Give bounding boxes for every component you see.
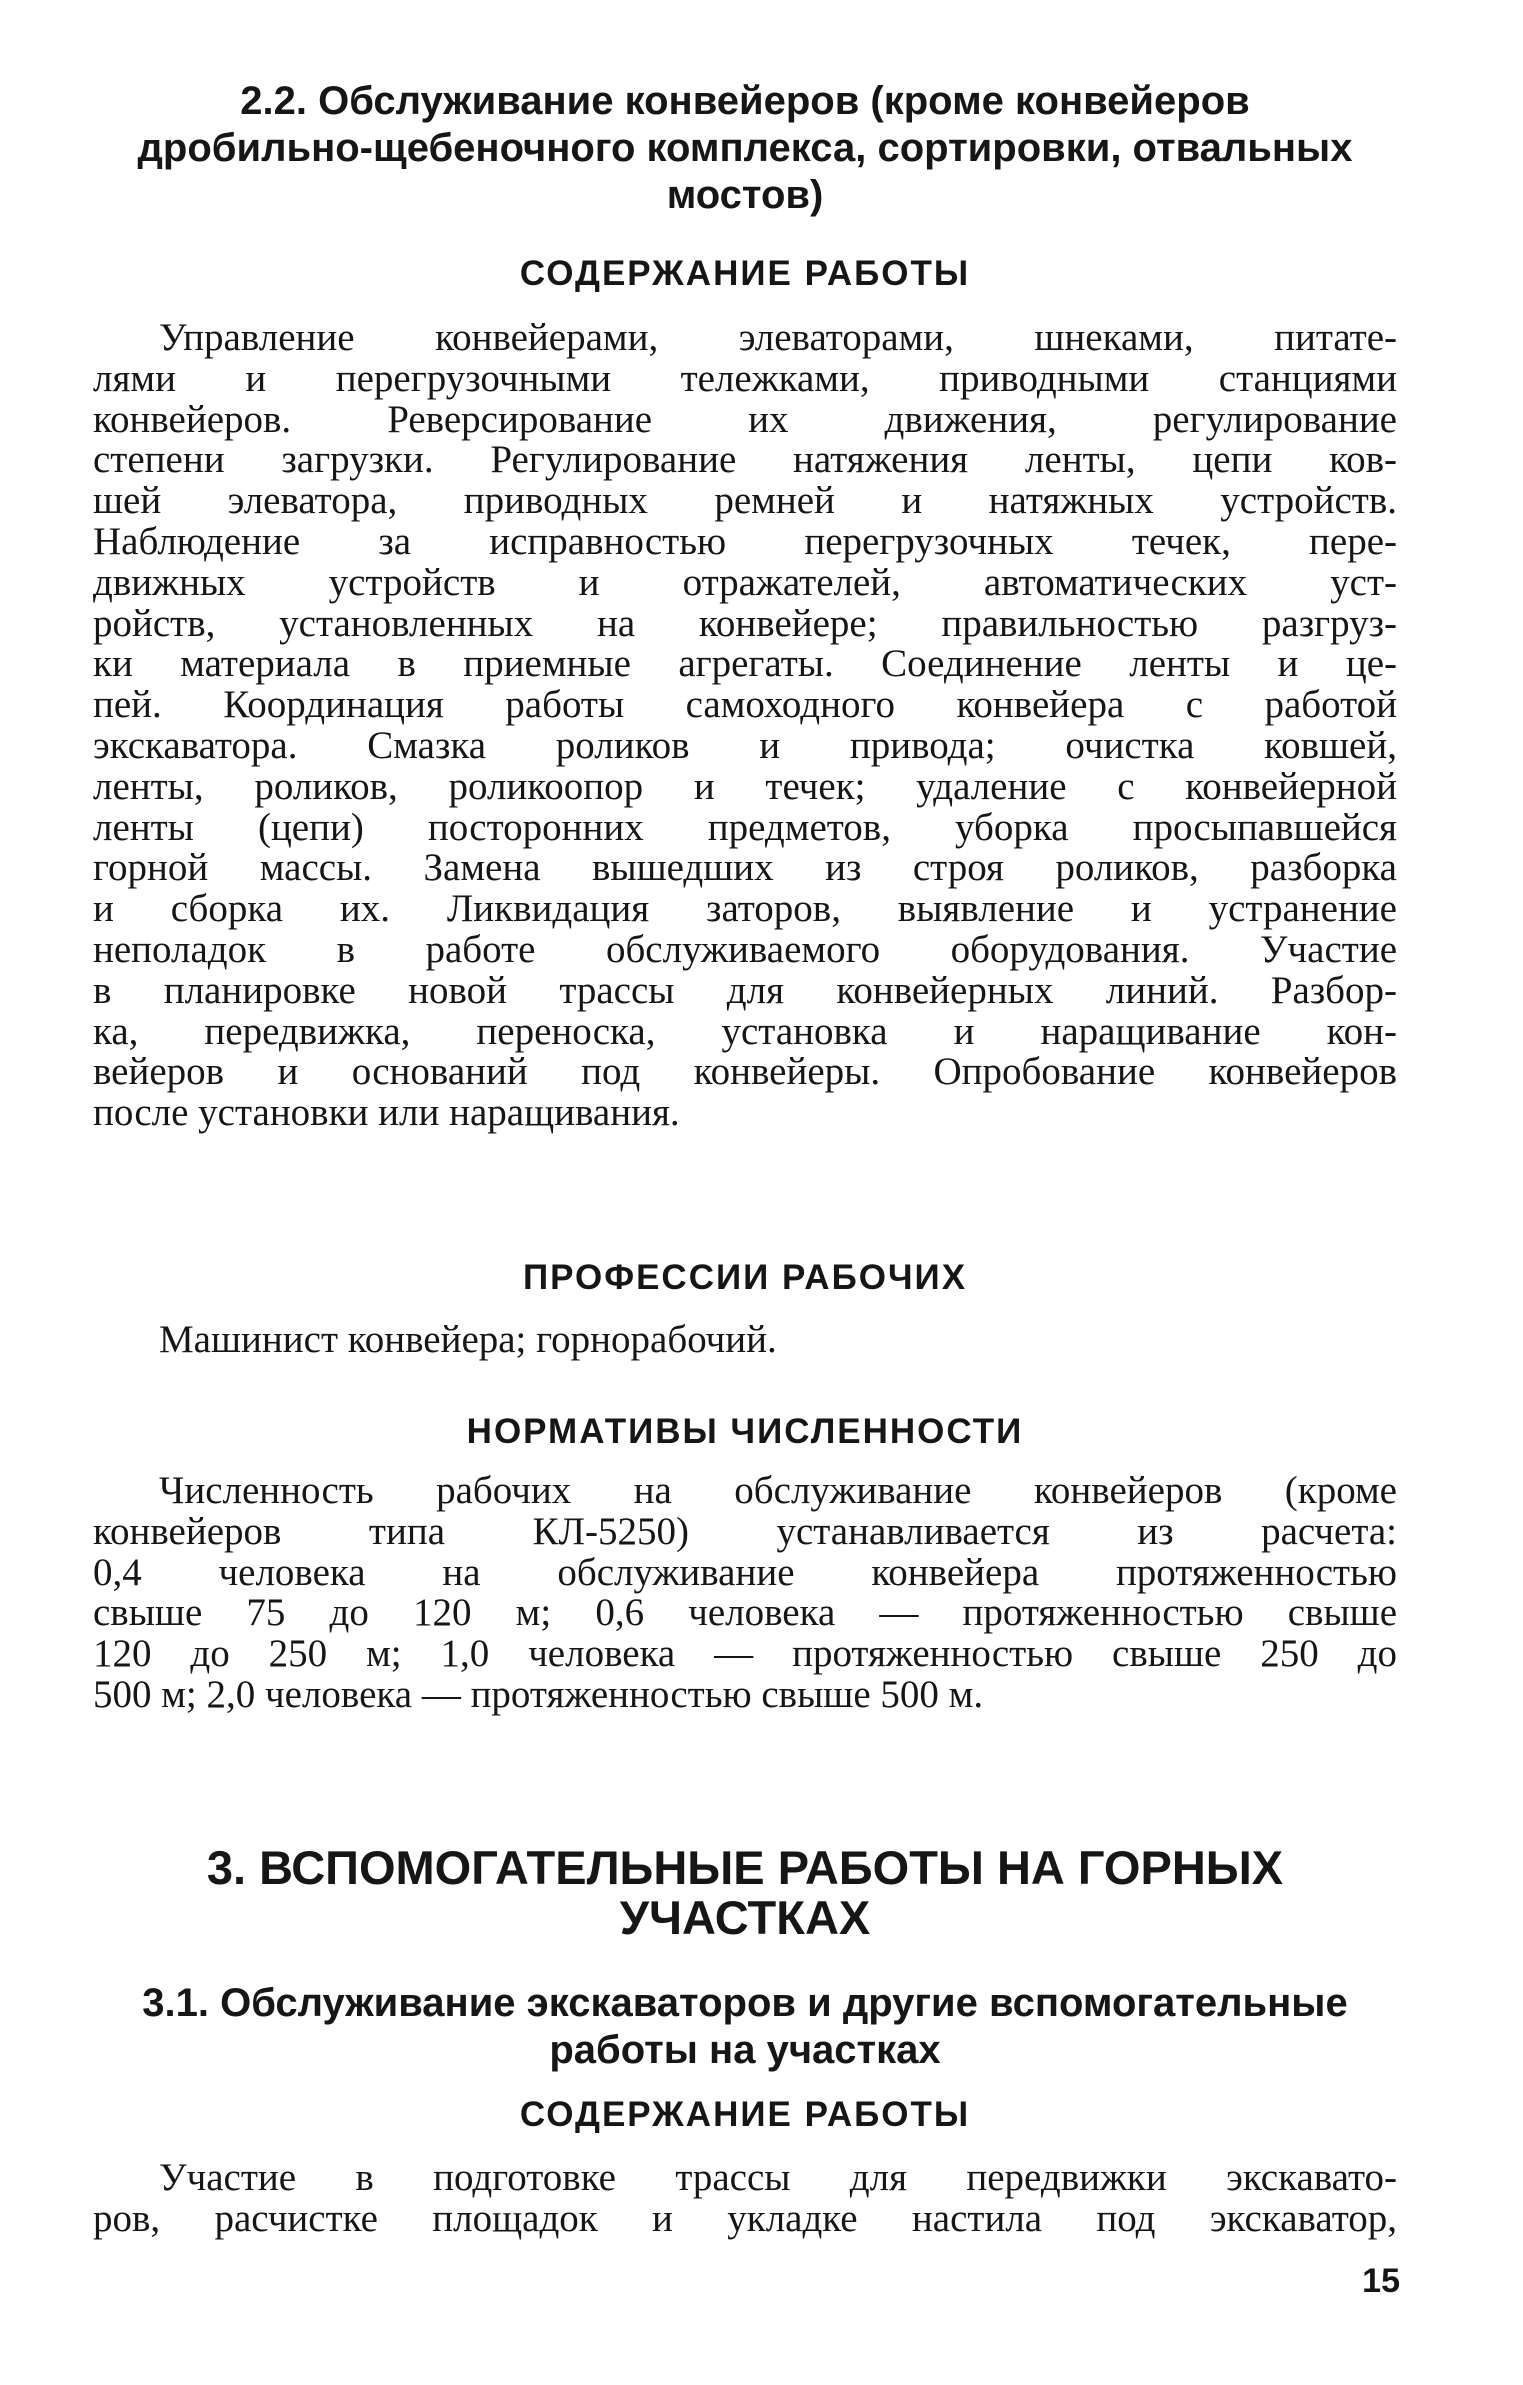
section-2-2-title-line: 2.2. Обслуживание конвейеров (кроме конвейеров [240,79,1250,123]
work-content-paragraph [93,318,1397,1134]
paragraph-line: ленты, роликов, роликоопор и течек; удаление с конвейерной [93,764,1397,808]
section-3-title-line: УЧАСТКАХ [619,1891,871,1944]
work-content-heading-3-1: СОДЕРЖАНИЕ РАБОТЫ [519,2095,971,2134]
paragraph-line: пей. Координация работы самоходного конвейера с работой [93,683,1397,727]
section-3-1-title-line: работы на участках [549,2028,941,2072]
paragraph-line: ленты (цепи) посторонних предметов, уборка просыпавшейся [93,805,1397,849]
paragraph-line: степени загрузки. Регулирование натяжения ленты, цепи ков- [93,438,1397,482]
paragraph-line: ки материала в приемные агрегаты. Соединение ленты и це- [93,642,1397,686]
paragraph-line: Численность рабочих на обслуживание конвейеров (кроме [159,1469,1397,1512]
paragraph-line: вейеров и оснований под конвейеры. Опробование конвейеров [93,1050,1397,1094]
section-3-1-title-line: 3.1. Обслуживание экскаваторов и другие вспомогательные [142,1981,1348,2025]
paragraph-line: экскаватора. Смазка роликов и привода; очистка ковшей, [93,723,1397,767]
work-content-heading: СОДЕРЖАНИЕ РАБОТЫ [519,254,971,293]
paragraph-line: горной массы. Замена вышедших из строя роликов, разборка [93,846,1397,890]
headcount-norms-paragraph [93,1471,1397,1716]
paragraph-line: Управление конвейерами, элеваторами, шнеками, питате- [159,316,1397,359]
section-2-2-title [93,78,1397,219]
section-2-2-title-line: дробильно-щебеночного комплекса, сортировки, отвальных [137,126,1353,170]
paragraph-line: Участие в подготовке трассы для передвижки экскавато- [159,2156,1397,2199]
paragraph-line: после установки или наращивания. [93,1091,680,1135]
paragraph-line: неполадок в работе обслуживаемого оборудования. Участие [93,927,1397,971]
paragraph-line: конвейеров типа КЛ-5250) устанавливается из расчета: [93,1509,1397,1553]
paragraph-line: Машинист конвейера; горнорабочий. [159,1318,777,1361]
work-content-paragraph-3-1 [93,2158,1397,2240]
professions-paragraph [93,1320,1397,1361]
headcount-norms-heading: НОРМАТИВЫ ЧИСЛЕННОСТИ [466,1412,1024,1451]
paragraph-line: 120 до 250 м; 1,0 человека — протяженностью свыше 250 до [93,1632,1397,1676]
section-3-title-line: 3. ВСПОМОГАТЕЛЬНЫЕ РАБОТЫ НА ГОРНЫХ [206,1841,1284,1894]
professions-heading: ПРОФЕССИИ РАБОЧИХ [522,1258,968,1297]
paragraph-line: ройств, установленных на конвейере; правильностью разгруз- [93,601,1397,645]
paragraph-line: ка, передвижка, переноска, установка и наращивание кон- [93,1009,1397,1053]
paragraph-line: в планировке новой трассы для конвейерных линий. Разбор- [93,968,1397,1012]
page-number: 15 [1362,2262,1400,2300]
section-3-1-title [93,1980,1397,2074]
paragraph-line: Наблюдение за исправностью перегрузочных течек, пере- [93,519,1397,563]
paragraph-line: и сборка их. Ликвидация заторов, выявление и устранение [93,887,1397,931]
section-3-title [93,1843,1397,1943]
paragraph-line: конвейеров. Реверсирование их движения, регулирование [93,397,1397,441]
paragraph-line: 0,4 человека на обслуживание конвейера протяженностью [93,1550,1397,1594]
paragraph-line: лями и перегрузочными тележками, приводными станциями [93,356,1397,400]
paragraph-line: шей элеватора, приводных ремней и натяжных устройств. [93,479,1397,523]
section-2-2-title-line: мостов) [666,173,824,217]
paragraph-line: движных устройств и отражателей, автоматических уст- [93,560,1397,604]
paragraph-line: 500 м; 2,0 человека — протяженностью свыше 500 м. [93,1672,984,1716]
paragraph-line: свыше 75 до 120 м; 0,6 человека — протяженностью свыше [93,1591,1397,1635]
paragraph-line: ров, расчистке площадок и укладке настила под экскаватор, [93,2196,1397,2240]
